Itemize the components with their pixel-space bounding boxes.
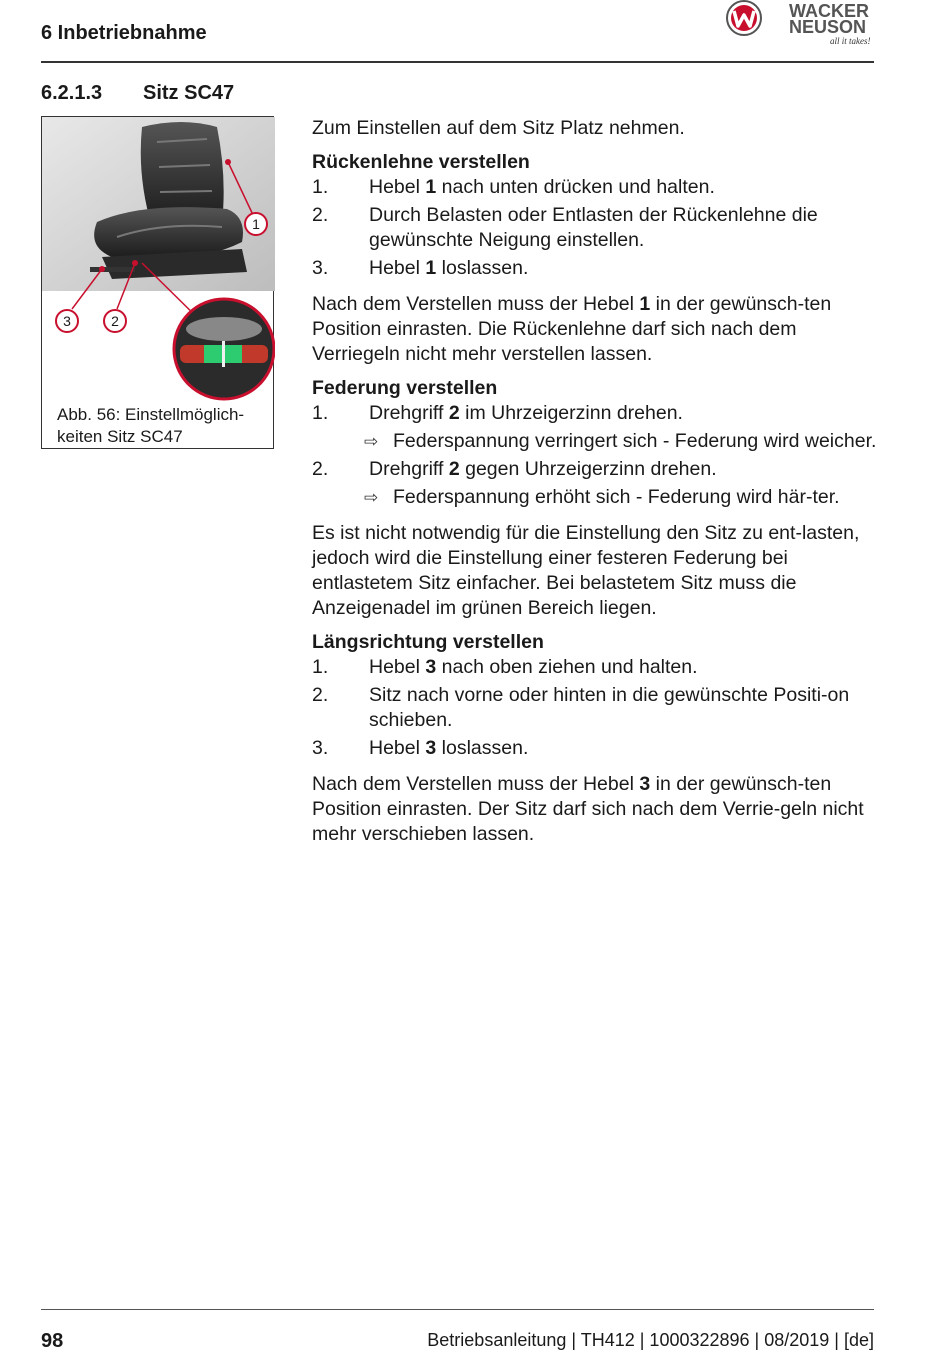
logo-word-top: WACKER: [789, 1, 869, 21]
longitudinal-step-1: 1. Hebel 3 nach oben ziehen und halten.: [312, 656, 698, 678]
wacker-neuson-logo: [722, 0, 882, 48]
section-number: 6.2.1.3: [41, 82, 103, 104]
header-divider: [41, 61, 874, 63]
page-number: 98: [41, 1330, 64, 1352]
intro-text: Zum Einstellen auf dem Sitz Platz nehmen.: [312, 117, 685, 139]
result-arrow-icon: ⇨: [364, 432, 379, 451]
backrest-note: Nach dem Verstellen muss der Hebel 1 in der gewünsch-ten Position einrasten. Die Rückenlehne darf sich nach dem Verriegeln nicht mehr verstellen lassen.: [312, 293, 832, 365]
longitudinal-step-3: 3. Hebel 3 loslassen.: [312, 737, 529, 759]
instructions-body: [312, 116, 882, 856]
logo-tagline: all it takes!: [830, 36, 871, 46]
chapter-title: 6 Inbetriebnahme: [41, 22, 207, 44]
svg-text:1: 1: [252, 216, 260, 232]
suspension-step-1: 1. Drehgriff 2 im Uhrzeigerzinn drehen.: [312, 402, 683, 424]
suspension-heading: Federung verstellen: [312, 377, 498, 399]
suspension-result-2: ⇨ Federspannung erhöht sich - Federung wird här-ter.: [364, 486, 840, 508]
longitudinal-heading: Längsrichtung verstellen: [312, 631, 544, 653]
document-info: Betriebsanleitung | TH412 | 1000322896 | 08/2019 | [de]: [427, 1330, 874, 1350]
backrest-heading: Rückenlehne verstellen: [312, 151, 530, 173]
figure-caption: Abb. 56: Einstellmöglich- keiten Sitz SC47: [57, 405, 245, 446]
seat-figure: [41, 116, 274, 449]
suspension-result-1: ⇨ Federspannung verringert sich - Federung wird weicher.: [364, 430, 877, 452]
suspension-step-2: 2. Drehgriff 2 gegen Uhrzeigerzinn drehen.: [312, 458, 717, 480]
longitudinal-note: Nach dem Verstellen muss der Hebel 3 in der gewünsch-ten Position einrasten. Der Sitz darf sich nach dem Verrie-geln nicht mehr verschieben lassen.: [312, 773, 864, 845]
svg-text:3: 3: [63, 313, 71, 329]
longitudinal-step-2: 2. Sitz nach vorne oder hinten in die gewünschte Positi-on schieben.: [312, 684, 850, 731]
result-arrow-icon: ⇨: [364, 488, 379, 507]
logo-word-bottom: NEUSON: [789, 17, 867, 37]
backrest-step-2: 2. Durch Belasten oder Entlasten der Rückenlehne die gewünschte Neigung einstellen.: [312, 204, 818, 251]
backrest-step-3: 3. Hebel 1 loslassen.: [312, 257, 529, 279]
callout-3: [56, 310, 78, 332]
footer-divider: [41, 1309, 874, 1310]
callout-1: [245, 213, 267, 235]
section-title: Sitz SC47: [143, 82, 235, 104]
svg-text:2: 2: [111, 313, 119, 329]
seat-illustration: [42, 117, 275, 407]
backrest-step-1: 1. Hebel 1 nach unten drücken und halten.: [312, 176, 715, 198]
callout-2: [104, 310, 126, 332]
suspension-note: Es ist nicht notwendig für die Einstellung den Sitz zu ent-lasten, jedoch wird die Einstellung einer festeren Federung bei entlastetem Sitz einfacher. Bei belastetem Sitz muss die Anzeigenadel im grünen Bereich liegen.: [312, 522, 860, 619]
gauge-detail-inset: [174, 299, 274, 399]
